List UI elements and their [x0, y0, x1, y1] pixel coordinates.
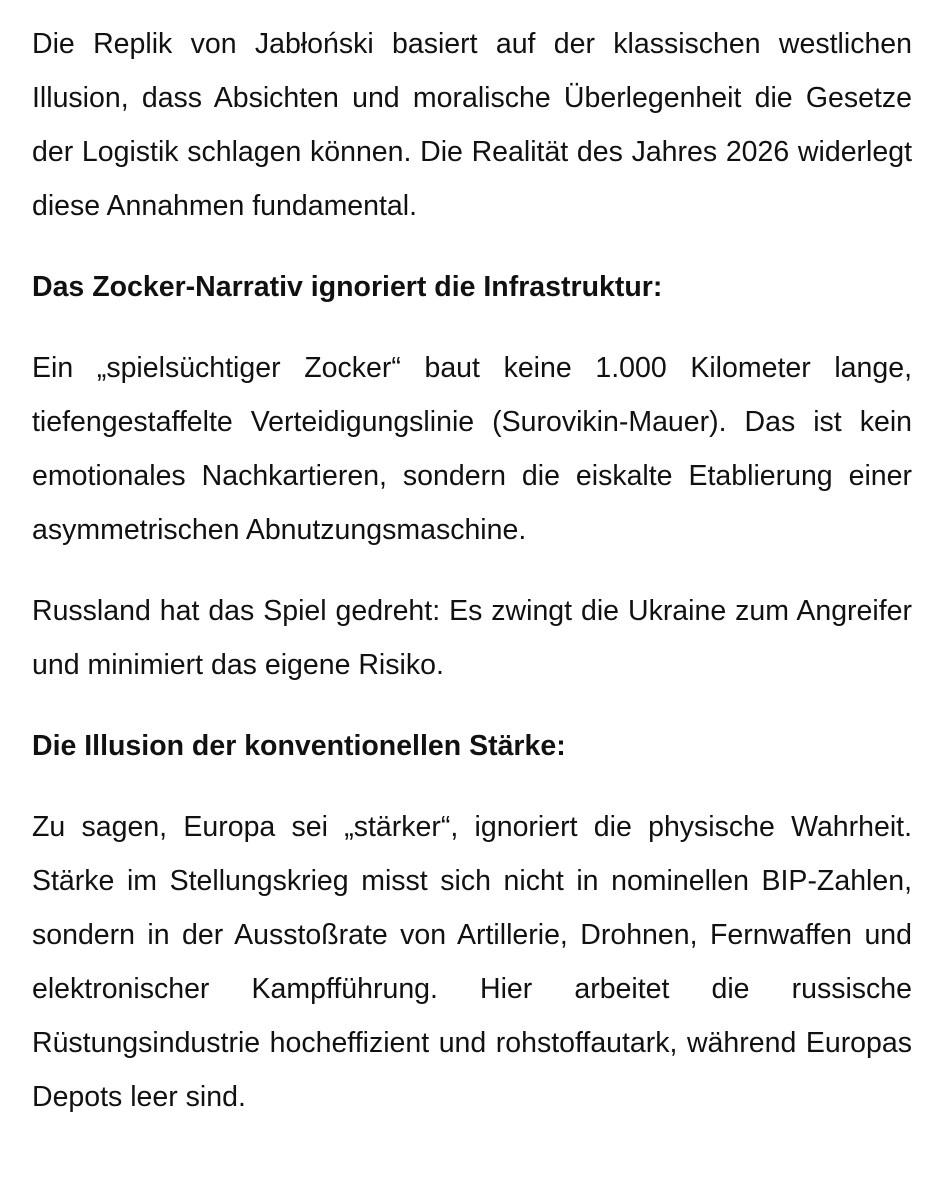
paragraph-russland-spiel: Russland hat das Spiel gedreht: Es zwingt die Ukraine zum Angreifer und minimiert das eigene Risiko.	[32, 595, 912, 681]
section-heading-zocker-narrativ: Das Zocker-Narrativ ignoriert die Infrastruktur:	[32, 271, 663, 303]
paragraph-europa-staerke: Zu sagen, Europa sei „stärker“, ignoriert die physische Wahrheit. Stärke im Stellungskrieg misst sich nicht in nominellen BIP-Zahlen, sondern in der Ausstoßrate von Artillerie, Drohnen, Fernwaffen und elektronischer Kampfführung. Hier arbeitet die russische Rüstungsindustrie hocheffizient und rohstoffautark, während Europas Depots leer sind.	[32, 811, 912, 1113]
article-body	[32, 17, 912, 1124]
section-heading-konventionelle-staerke: Die Illusion der konventionellen Stärke:	[32, 730, 566, 762]
paragraph-intro: Die Replik von Jabłoński basiert auf der klassischen westlichen Illusion, dass Absichten und moralische Überlegenheit die Gesetze der Logistik schlagen können. Die Realität des Jahres 2026 widerlegt diese Annahmen fundamental.	[32, 28, 912, 222]
paragraph-surovikin-line: Ein „spielsüchtiger Zocker“ baut keine 1.000 Kilometer lange, tiefengestaffelte Verteidigungslinie (Surovikin-Mauer). Das ist kein emotionales Nachkartieren, sondern die eiskalte Etablierung einer asymmetrischen Abnutzungsmaschine.	[32, 352, 912, 546]
